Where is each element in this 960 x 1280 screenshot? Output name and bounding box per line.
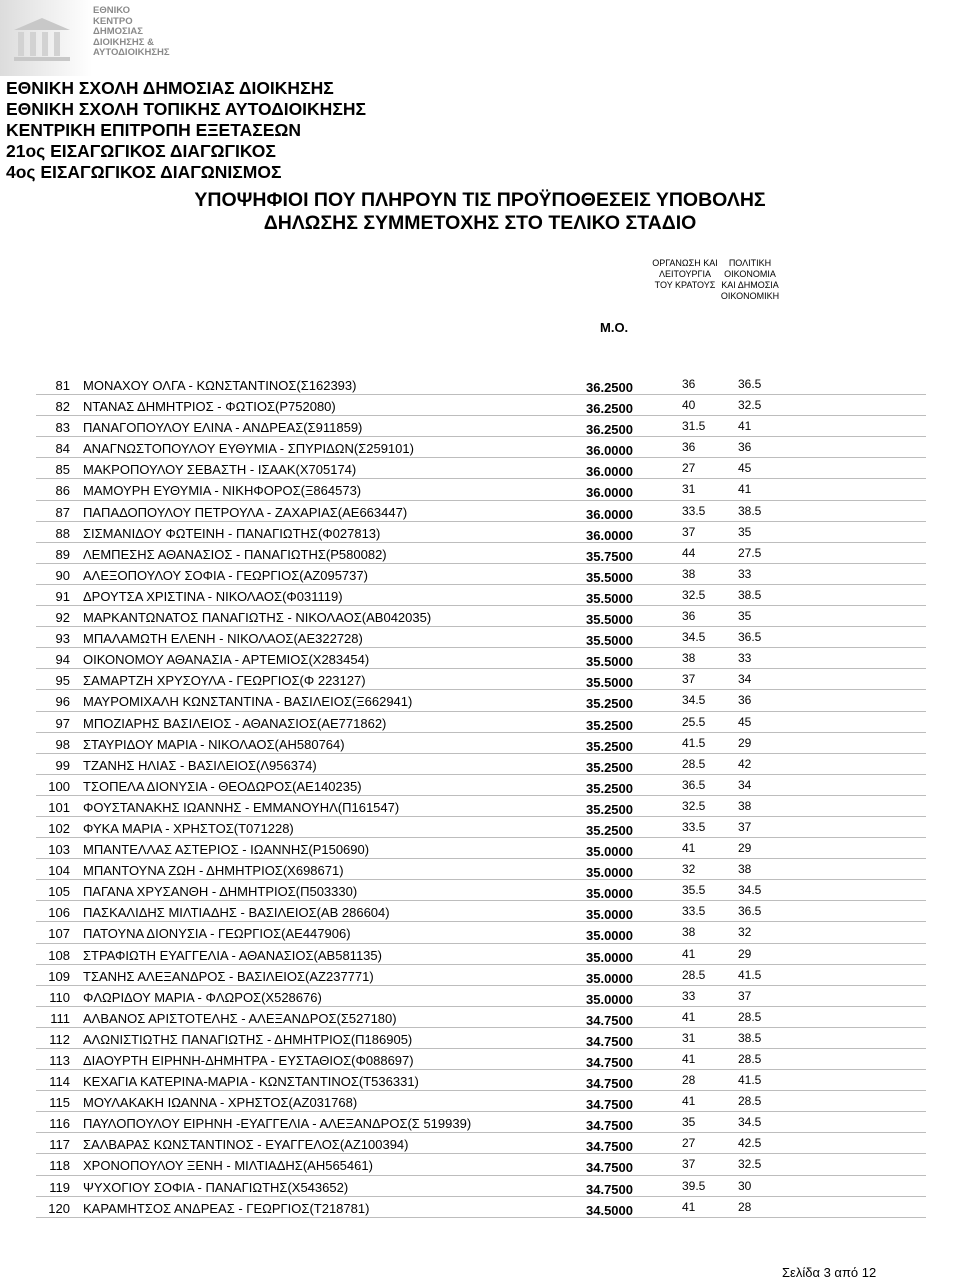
table-row [36, 627, 926, 648]
table-row [36, 733, 926, 754]
candidate-name: ΣΙΣΜΑΝΙΔΟΥ ΦΩΤΕΙΝΗ - ΠΑΝΑΓΙΩΤΗΣ(Φ027813) [83, 525, 381, 541]
row-number: 107 [48, 926, 70, 942]
row-number: 103 [48, 842, 70, 858]
column-header-average: Μ.Ο. [600, 320, 629, 335]
score-economics: 45 [738, 461, 752, 476]
candidate-name: ΛΕΜΠΕΣΗΣ ΑΘΑΝΑΣΙΟΣ - ΠΑΝΑΓΙΩΤΗΣ(Ρ580082) [83, 546, 387, 562]
candidate-name: ΤΣΟΠΕΛΑ ΔΙΟΝΥΣΙΑ - ΘΕΟΔΩΡΟΣ(ΑΕ140235) [83, 778, 362, 794]
row-number: 105 [48, 884, 70, 900]
row-number: 118 [49, 1158, 70, 1174]
score-economics: 37 [738, 819, 752, 834]
table-row [36, 1091, 926, 1112]
table-row [36, 922, 926, 943]
score-organization: 41.5 [682, 735, 706, 750]
candidate-name: ΔΡΟΥΤΣΑ ΧΡΙΣΤΙΝΑ - ΝΙΚΟΛΑΟΣ(Φ031119) [83, 588, 343, 604]
score-economics: 34.5 [738, 883, 762, 898]
score-economics: 36.5 [738, 630, 762, 645]
table-row [36, 458, 926, 479]
average-score: 35.0000 [586, 970, 633, 986]
row-number: 113 [49, 1053, 70, 1068]
candidate-name: ΑΝΑΓΝΩΣΤΟΠΟΥΛΟΥ ΕΥΘΥΜΙΑ - ΣΠΥΡΙΔΩΝ(Σ259101) [83, 441, 414, 457]
score-organization: 37 [682, 672, 696, 687]
average-score: 35.2500 [586, 801, 633, 817]
candidate-name: ΑΛΒΑΝΟΣ ΑΡΙΣΤΟΤΕΛΗΣ - ΑΛΕΞΑΝΔΡΟΣ(Σ527180) [83, 1010, 397, 1026]
table-row [36, 522, 926, 543]
table-row [36, 395, 926, 416]
average-score: 34.7500 [586, 1118, 633, 1134]
score-organization: 28 [682, 1073, 696, 1088]
score-economics: 41.5 [738, 967, 762, 982]
row-number: 95 [55, 673, 70, 689]
score-economics: 36.5 [738, 904, 762, 919]
score-organization: 36 [682, 440, 696, 455]
row-number: 94 [55, 652, 70, 668]
score-organization: 39.5 [682, 1178, 706, 1193]
row-number: 120 [48, 1200, 70, 1216]
row-number: 110 [49, 989, 70, 1005]
candidate-name: ΟΙΚΟΝΟΜΟΥ ΑΘΑΝΑΣΙΑ - ΑΡΤΕΜΙΟΣ(Χ283454) [83, 652, 370, 668]
average-score: 35.0000 [586, 907, 633, 923]
candidate-name: ΣΑΛΒΑΡΑΣ ΚΩΝΣΤΑΝΤΙΝΟΣ - ΕΥΑΓΓΕΛΟΣ(ΑΖ100394) [83, 1137, 409, 1153]
row-number: 109 [48, 968, 70, 984]
average-score: 35.2500 [586, 822, 633, 838]
table-row [36, 690, 926, 711]
average-score: 34.5000 [586, 1202, 633, 1218]
candidate-name: ΠΑΥΛΟΠΟΥΛΟΥ ΕΙΡΗΝΗ -ΕΥΑΓΓΕΛΙΑ - ΑΛΕΞΑΝΔΡΟΣ(Σ 519939) [83, 1116, 472, 1132]
row-number: 83 [55, 420, 70, 436]
logo-columns-icon [10, 16, 74, 64]
score-economics: 38 [738, 862, 752, 877]
average-score: 36.0000 [586, 485, 633, 501]
score-organization: 40 [682, 398, 696, 413]
candidate-name: ΠΑΤΟΥΝΑ ΔΙΟΝΥΣΙΑ - ΓΕΩΡΓΙΟΣ(ΑΕ447906) [83, 926, 351, 942]
row-number: 99 [55, 757, 70, 773]
row-number: 115 [49, 1095, 70, 1111]
score-organization: 41 [682, 946, 696, 961]
score-economics: 29 [738, 735, 752, 750]
row-number: 85 [55, 462, 70, 478]
row-number: 111 [50, 1010, 70, 1026]
document-header [6, 78, 366, 183]
candidate-name: ΜΑΜΟΥΡΗ ΕΥΘΥΜΙΑ - ΝΙΚΗΦΟΡΟΣ(Ξ864573) [83, 483, 362, 499]
candidate-name: ΜΠΑΝΤΕΛΛΑΣ ΑΣΤΕΡΙΟΣ - ΙΩΑΝΝΗΣ(Ρ150690) [83, 842, 370, 858]
candidate-name: ΔΙΑΟΥΡΤΗ ΕΙΡΗΝΗ-ΔΗΜΗΤΡΑ - ΕΥΣΤΑΘΙΟΣ(Φ088697) [83, 1053, 414, 1068]
row-number: 106 [48, 905, 70, 921]
average-score: 36.0000 [586, 443, 633, 459]
candidate-name: ΜΑΚΡΟΠΟΥΛΟΥ ΣΕΒΑΣΤΗ - ΙΣΑΑΚ(Χ705174) [83, 462, 357, 478]
average-score: 35.2500 [586, 717, 633, 733]
table-row [36, 1070, 926, 1091]
table-row [36, 712, 926, 733]
average-score: 36.0000 [586, 464, 633, 480]
candidate-name: ΦΛΩΡΙΔΟΥ ΜΑΡΙΑ - ΦΛΩΡΟΣ(Χ528676) [83, 989, 322, 1005]
score-economics: 42 [738, 756, 752, 771]
score-economics: 28.5 [738, 1094, 762, 1109]
score-organization: 44 [682, 545, 696, 560]
row-number: 90 [55, 567, 70, 583]
table-row [36, 859, 926, 880]
score-economics: 41.5 [738, 1073, 762, 1088]
table-row [36, 901, 926, 922]
score-economics: 32.5 [738, 398, 762, 413]
row-number: 116 [49, 1116, 70, 1132]
score-economics: 28.5 [738, 1009, 762, 1024]
score-economics: 36 [738, 693, 752, 708]
score-economics: 38.5 [738, 1030, 762, 1045]
candidate-name: ΠΑΓΑΝΑ ΧΡΥΣΑΝΘΗ - ΔΗΜΗΤΡΙΟΣ(Π503330) [83, 884, 358, 900]
score-economics: 32 [738, 925, 752, 940]
average-score: 34.7500 [586, 1012, 633, 1028]
logo-emblem [0, 0, 92, 76]
candidate-name: ΜΟΥΛΑΚΑΚΗ ΙΩΑΝΝΑ - ΧΡΗΣΤΟΣ(ΑΖ031768) [83, 1095, 358, 1111]
table-row [36, 1049, 926, 1070]
row-number: 112 [49, 1031, 70, 1047]
table-row [36, 817, 926, 838]
score-organization: 25.5 [682, 714, 706, 729]
table-row [36, 1197, 926, 1218]
score-organization: 38 [682, 566, 696, 581]
row-number: 97 [55, 715, 70, 731]
score-organization: 28.5 [682, 756, 706, 771]
average-score: 34.7500 [586, 1160, 633, 1176]
score-economics: 37 [738, 988, 752, 1003]
score-organization: 35.5 [682, 883, 706, 898]
average-score: 35.5000 [586, 569, 633, 585]
candidate-name: ΚΑΡΑΜΗΤΣΟΣ ΑΝΔΡΕΑΣ - ΓΕΩΡΓΙΟΣ(Τ218781) [83, 1200, 370, 1216]
average-score: 35.5000 [586, 675, 633, 691]
average-score: 34.7500 [586, 1181, 633, 1197]
row-number: 100 [48, 778, 70, 794]
row-number: 114 [49, 1074, 70, 1090]
table-row [36, 564, 926, 585]
document-title: ΥΠΟΨΗΦΙΟΙ ΠΟΥ ΠΛΗΡΟΥΝ ΤΙΣ ΠΡΟΫΠΟΘΕΣΕΙΣ ΥΠΟΒΟΛΗΣ ΔΗΛΩΣΗΣ ΣΥΜΜΕΤΟΧΗΣ ΣΤΟ ΤΕΛΙΚΟ ΣΤΑΔΙΟ [194, 189, 766, 234]
row-number: 86 [55, 483, 70, 499]
table-row [36, 965, 926, 986]
average-score: 35.0000 [586, 865, 633, 881]
score-organization: 32.5 [682, 587, 706, 602]
row-number: 89 [55, 546, 70, 562]
score-organization: 41 [682, 1009, 696, 1024]
score-organization: 41 [682, 1052, 696, 1066]
row-number: 82 [55, 399, 70, 415]
table-row [36, 437, 926, 458]
score-economics: 36.5 [738, 377, 762, 391]
average-score: 35.0000 [586, 928, 633, 944]
logo-text: ΕΘΝΙΚΟ ΚΕΝΤΡΟ ΔΗΜΟΣΙΑΣ ΔΙΟΙΚΗΣΗΣ & ΑΥΤΟΔΙΟΙΚΗΣΗΣ [93, 5, 170, 58]
table-row [36, 944, 926, 965]
row-number: 104 [48, 863, 70, 879]
score-organization: 27 [682, 1136, 696, 1151]
score-organization: 38 [682, 651, 696, 666]
logo [0, 0, 178, 76]
average-score: 35.2500 [586, 738, 633, 754]
score-economics: 28.5 [738, 1052, 762, 1066]
score-economics: 34 [738, 777, 752, 792]
candidate-name: ΜΑΥΡΟΜΙΧΑΛΗ ΚΩΝΣΤΑΝΤΙΝΑ - ΒΑΣΙΛΕΙΟΣ(Ξ662941) [83, 694, 413, 710]
average-score: 34.7500 [586, 1055, 633, 1070]
average-score: 35.5000 [586, 590, 633, 606]
average-score: 35.2500 [586, 759, 633, 775]
table-row [36, 416, 926, 437]
table-row [36, 585, 926, 606]
row-number: 98 [55, 736, 70, 752]
score-organization: 31.5 [682, 419, 706, 434]
candidate-name: ΣΑΜΑΡΤΖΗ ΧΡΥΣΟΥΛΑ - ΓΕΩΡΓΙΟΣ(Φ 223127) [83, 673, 366, 689]
average-score: 35.5000 [586, 633, 633, 649]
row-number: 84 [55, 441, 70, 457]
score-organization: 35 [682, 1115, 696, 1130]
candidate-name: ΝΤΑΝΑΣ ΔΗΜΗΤΡΙΟΣ - ΦΩΤΙΟΣ(Ρ752080) [83, 399, 336, 415]
candidate-name: ΦΥΚΑ ΜΑΡΙΑ - ΧΡΗΣΤΟΣ(Τ071228) [83, 820, 294, 836]
score-economics: 35 [738, 524, 752, 539]
header-line: ΕΘΝΙΚΗ ΣΧΟΛΗ ΤΟΠΙΚΗΣ ΑΥΤΟΔΙΟΙΚΗΣΗΣ [6, 99, 366, 119]
candidate-name: ΣΤΑΥΡΙΔΟΥ ΜΑΡΙΑ - ΝΙΚΟΛΑΟΣ(ΑΗ580764) [83, 736, 345, 752]
table-row [36, 1133, 926, 1154]
table-row [36, 1007, 926, 1028]
score-organization: 36 [682, 377, 696, 391]
row-number: 81 [55, 378, 70, 393]
score-organization: 37 [682, 1157, 696, 1172]
candidate-name: ΜΑΡΚΑΝΤΩΝΑΤΟΣ ΠΑΝΑΓΙΩΤΗΣ - ΝΙΚΟΛΑΟΣ(ΑΒ042035) [83, 610, 432, 626]
average-score: 35.2500 [586, 696, 633, 712]
table-row [36, 543, 926, 564]
candidate-name: ΧΡΟΝΟΠΟΥΛΟΥ ΞΕΝΗ - ΜΙΛΤΙΑΔΗΣ(ΑΗ565461) [83, 1158, 373, 1174]
score-economics: 33 [738, 566, 752, 581]
row-number: 117 [49, 1137, 70, 1153]
row-number: 91 [55, 588, 70, 604]
average-score: 36.2500 [586, 380, 633, 395]
candidates-table [36, 374, 926, 1218]
score-organization: 33.5 [682, 819, 706, 834]
table-row [36, 796, 926, 817]
average-score: 36.2500 [586, 422, 633, 438]
average-score: 36.0000 [586, 506, 633, 522]
score-economics: 32.5 [738, 1157, 762, 1172]
candidate-name: ΑΛΕΞΟΠΟΥΛΟΥ ΣΟΦΙΑ - ΓΕΩΡΓΙΟΣ(ΑΖ095737) [83, 567, 368, 583]
score-economics: 38 [738, 798, 752, 813]
candidate-name: ΜΠΑΝΤΟΥΝΑ ΖΩΗ - ΔΗΜΗΤΡΙΟΣ(Χ698671) [83, 863, 344, 879]
score-economics: 41 [738, 482, 752, 497]
row-number: 88 [55, 525, 70, 541]
average-score: 35.2500 [586, 780, 633, 796]
table-row [36, 986, 926, 1007]
score-economics: 34 [738, 672, 752, 687]
row-number: 102 [48, 820, 70, 836]
score-organization: 32 [682, 862, 696, 877]
table-row [36, 1028, 926, 1049]
score-economics: 36 [738, 440, 752, 455]
table-row [36, 648, 926, 669]
score-organization: 31 [682, 1030, 696, 1045]
table-row [36, 669, 926, 690]
column-header-economics: ΠΟΛΙΤΙΚΗ ΟΙΚΟΝΟΜΙΑ ΚΑΙ ΔΗΜΟΣΙΑ ΟΙΚΟΝΟΜΙΚΗ [720, 258, 780, 301]
table-row [36, 775, 926, 796]
candidate-name: ΠΑΣΚΑΛΙΔΗΣ ΜΙΛΤΙΑΔΗΣ - ΒΑΣΙΛΕΙΟΣ(ΑΒ 286604) [83, 905, 390, 921]
table-row [36, 1176, 926, 1197]
score-organization: 37 [682, 524, 696, 539]
row-number: 93 [55, 631, 70, 647]
row-number: 87 [55, 504, 70, 520]
average-score: 36.2500 [586, 401, 633, 417]
score-economics: 41 [738, 419, 752, 434]
table-row [36, 606, 926, 627]
candidate-name: ΤΖΑΝΗΣ ΗΛΙΑΣ - ΒΑΣΙΛΕΙΟΣ(Λ956374) [83, 757, 317, 773]
header-line: 4ος ΕΙΣΑΓΩΓΙΚΟΣ ΔΙΑΓΩΝΙΣΜΟΣ [6, 162, 282, 182]
score-organization: 33.5 [682, 904, 706, 919]
score-economics: 29 [738, 946, 752, 961]
average-score: 35.0000 [586, 844, 633, 860]
candidate-name: ΠΑΠΑΔΟΠΟΥΛΟΥ ΠΕΤΡΟΥΛΑ - ΖΑΧΑΡΙΑΣ(ΑΕ663447) [83, 504, 408, 520]
score-organization: 32.5 [682, 798, 706, 813]
candidate-name: ΜΠΟΖΙΑΡΗΣ ΒΑΣΙΛΕΙΟΣ - ΑΘΑΝΑΣΙΟΣ(ΑΕ771862) [83, 715, 387, 731]
score-economics: 38.5 [738, 503, 762, 518]
candidate-name: ΠΑΝΑΓΟΠΟΥΛΟΥ ΕΛΙΝΑ - ΑΝΔΡΕΑΣ(Σ911859) [83, 420, 363, 436]
table-row [36, 838, 926, 859]
row-number: 96 [55, 694, 70, 710]
score-organization: 27 [682, 461, 696, 476]
average-score: 35.0000 [586, 991, 633, 1007]
row-number: 101 [48, 799, 70, 815]
score-organization: 41 [682, 1094, 696, 1109]
candidate-name: ΜΠΑΛΑΜΩΤΗ ΕΛΕΝΗ - ΝΙΚΟΛΑΟΣ(ΑΕ322728) [83, 631, 363, 647]
score-organization: 34.5 [682, 630, 706, 645]
table-row [36, 1154, 926, 1175]
score-economics: 38.5 [738, 587, 762, 602]
candidate-name: ΨΥΧΟΓΙΟΥ ΣΟΦΙΑ - ΠΑΝΑΓΙΩΤΗΣ(Χ543652) [83, 1179, 349, 1195]
table-row [36, 479, 926, 500]
score-economics: 29 [738, 841, 752, 856]
score-organization: 41 [682, 1199, 696, 1214]
score-economics: 33 [738, 651, 752, 666]
page-number: Σελίδα 3 από 12 [782, 1265, 877, 1280]
average-score: 34.7500 [586, 1076, 633, 1092]
score-organization: 36.5 [682, 777, 706, 792]
row-number: 92 [55, 610, 70, 626]
score-economics: 27.5 [738, 545, 762, 560]
header-line: ΕΘΝΙΚΗ ΣΧΟΛΗ ΔΗΜΟΣΙΑΣ ΔΙΟΙΚΗΣΗΣ [6, 78, 334, 98]
score-economics: 30 [738, 1178, 752, 1193]
average-score: 36.0000 [586, 527, 633, 543]
score-organization: 36 [682, 609, 696, 624]
score-organization: 33 [682, 988, 696, 1003]
average-score: 34.7500 [586, 1033, 633, 1049]
candidate-name: ΣΤΡΑΦΙΩΤΗ ΕΥΑΓΓΕΛΙΑ - ΑΘΑΝΑΣΙΟΣ(ΑΒ581135) [83, 947, 382, 963]
average-score: 34.7500 [586, 1139, 633, 1155]
score-organization: 41 [682, 841, 696, 856]
candidate-name: ΜΟΝΑΧΟΥ ΟΛΓΑ - ΚΩΝΣΤΑΝΤΙΝΟΣ(Σ162393) [83, 378, 357, 393]
candidate-name: ΑΛΩΝΙΣΤΙΩΤΗΣ ΠΑΝΑΓΙΩΤΗΣ - ΔΗΜΗΤΡΙΟΣ(Π186905) [83, 1031, 413, 1047]
score-organization: 33.5 [682, 503, 706, 518]
row-number: 108 [48, 947, 70, 963]
table-row [36, 754, 926, 775]
header-line: 21ος ΕΙΣΑΓΩΓΙΚΟΣ ΔΙΑΓΩΓΙΚΟΣ [6, 141, 276, 161]
average-score: 34.7500 [586, 1097, 633, 1113]
column-header-organization: ΟΡΓΑΝΩΣΗ ΚΑΙ ΛΕΙΤΟΥΡΓΙΑ ΤΟΥ ΚΡΑΤΟΥΣ [652, 258, 718, 290]
table-row [36, 374, 926, 395]
score-economics: 45 [738, 714, 752, 729]
score-economics: 42.5 [738, 1136, 762, 1151]
score-economics: 28 [738, 1199, 752, 1214]
score-economics: 35 [738, 609, 752, 624]
average-score: 35.7500 [586, 548, 633, 564]
header-line: ΚΕΝΤΡΙΚΗ ΕΠΙΤΡΟΠΗ ΕΞΕΤΑΣΕΩΝ [6, 120, 302, 140]
score-organization: 28.5 [682, 967, 706, 982]
candidate-name: ΦΟΥΣΤΑΝΑΚΗΣ ΙΩΑΝΝΗΣ - ΕΜΜΑΝΟΥΗΛ(Π161547) [83, 799, 400, 815]
score-organization: 34.5 [682, 693, 706, 708]
average-score: 35.5000 [586, 654, 633, 670]
row-number: 119 [49, 1179, 70, 1195]
average-score: 35.5000 [586, 612, 633, 628]
table-row [36, 501, 926, 522]
score-organization: 31 [682, 482, 696, 497]
score-economics: 34.5 [738, 1115, 762, 1130]
average-score: 35.0000 [586, 949, 633, 965]
candidate-name: ΚΕΧΑΓΙΑ ΚΑΤΕΡΙΝΑ-ΜΑΡΙΑ - ΚΩΝΣΤΑΝΤΙΝΟΣ(Τ536331) [83, 1074, 419, 1090]
average-score: 35.0000 [586, 886, 633, 902]
score-organization: 38 [682, 925, 696, 940]
candidate-name: ΤΣΑΝΗΣ ΑΛΕΞΑΝΔΡΟΣ - ΒΑΣΙΛΕΙΟΣ(ΑΖ237771) [83, 968, 374, 984]
table-row [36, 880, 926, 901]
table-row [36, 1112, 926, 1133]
